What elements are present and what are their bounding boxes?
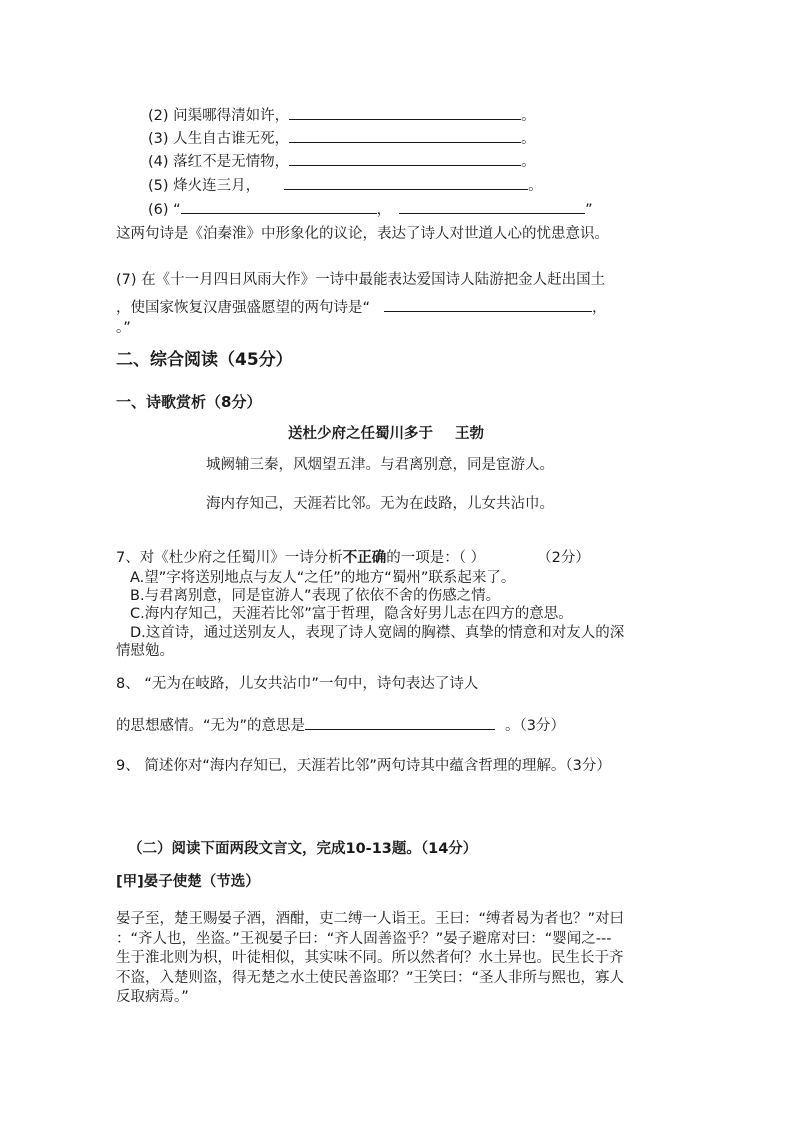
period: 。	[521, 131, 536, 147]
q7-stem-a: 7、对《杜少府之任蜀川》一诗分析	[116, 550, 343, 566]
close-quote: ”	[585, 202, 593, 218]
answer-blank[interactable]	[289, 151, 521, 166]
answer-blank[interactable]	[284, 175, 528, 190]
q8-text: 的思想感情。“无为”的意思是	[116, 718, 306, 734]
poem-line-1: 城阙辅三秦，风烟望五津。与君离别意，同是宦游人。	[206, 457, 554, 473]
answer-blank[interactable]	[289, 105, 521, 120]
section-title: 二、综合阅读（45分）	[116, 350, 293, 370]
question-7-stem	[116, 548, 590, 568]
q7-points: （2分）	[537, 550, 590, 566]
passage-line: 不盗，入楚则盗，得无楚之水土使民善盗耶？”王笑曰：“圣人非所与熙也，寡人	[116, 969, 625, 986]
answer-blank[interactable]	[289, 128, 521, 143]
part-1-title: 一、诗歌赏析（8分）	[116, 393, 262, 411]
q7-option-d-cont: 情慰勉。	[116, 643, 174, 659]
passage	[116, 910, 624, 1008]
question-8-line-2	[116, 715, 565, 736]
question-2-text: (2) 问渠哪得清如许，	[148, 108, 290, 124]
q7-option-b[interactable]: B.与君离别意，同是宦游人”表现了依依不舍的伤感之情。	[130, 588, 501, 604]
question-7-line-3: 。”	[116, 320, 131, 336]
answer-blank[interactable]	[305, 715, 495, 730]
question-4-text: (4) 落红不是无情物，	[148, 154, 290, 170]
period: 。	[521, 108, 536, 124]
question-3-text: (3) 人生自古谁无死，	[148, 131, 290, 147]
passage-line: 晏子至，楚王赐晏子酒，酒酣，吏二缚一人诣王。王曰：“缚者曷为者也？”对曰	[116, 911, 625, 927]
question-2	[148, 105, 536, 126]
q7-stem-b: 的一项是：（ ）	[386, 550, 486, 566]
question-6	[148, 199, 593, 220]
question-4	[148, 151, 536, 172]
comma: ，	[592, 300, 607, 316]
question-7-line-1: (7) 在《十一月四日风雨大作》一诗中最能表达爱国诗人陆游把金人赶出国土	[116, 272, 606, 288]
question-7-text: ，使国家恢复汉唐强盛愿望的两句诗是“	[116, 300, 371, 316]
question-7-line-2	[116, 297, 607, 318]
question-9: 9、 简述你对“海内存知已，天涯若比邻”两句诗其中蕴含哲理的理解。（3分）	[116, 758, 611, 774]
question-5-text: (5) 烽火连三月，	[148, 178, 261, 194]
poem-line-2: 海内存知己，天涯若比邻。无为在歧路，儿女共沾巾。	[206, 496, 554, 512]
q8-points: 。（3分）	[505, 718, 566, 734]
question-5	[148, 175, 543, 196]
poem-title-text: 送杜少府之任蜀川多于	[288, 426, 433, 442]
poem-author: 王勃	[455, 426, 484, 442]
period: 。	[528, 178, 543, 194]
q7-option-d[interactable]: D.这首诗，通过送别友人，表现了诗人宽阔的胸襟、真挚的情意和对友人的深	[130, 625, 625, 641]
answer-blank[interactable]	[384, 297, 592, 312]
question-6-note: 这两句诗是《泊秦淮》中形象化的议论，表达了诗人对世道人心的忧患意识。	[116, 226, 609, 242]
question-3	[148, 128, 536, 149]
question-8-line-1: 8、 “无为在岐路，儿女共沾巾”一句中，诗句表达了诗人	[116, 676, 479, 692]
q7-option-c[interactable]: C.海内存知己，天涯若比邻”富于哲理，隐含好男儿志在四方的意思。	[130, 606, 573, 622]
passage-line: ：“齐人也，坐盗。”王视晏子曰：“齐人固善盗乎？”晏子避席对曰：“婴闻之---	[116, 930, 612, 947]
comma: ，	[376, 202, 392, 218]
passage-title: [甲]晏子使楚（节选）	[116, 874, 260, 890]
q7-stem-emphasis: 不正确	[342, 550, 387, 566]
poem-title	[288, 424, 484, 444]
passage-line: 生于淮北则为枳，叶徒相似，其实味不同。所以然者何？水土异也。民生长于齐	[116, 950, 624, 966]
answer-blank-1[interactable]	[181, 199, 377, 214]
part-2-title: （二）阅读下面两段文言文，完成10-13题。（14分）	[128, 841, 478, 857]
answer-blank-2[interactable]	[399, 199, 585, 214]
q7-option-a[interactable]: A.望”字将送别地点与友人“之任”的地方“蜀州”联系起来了。	[130, 570, 516, 586]
period: 。	[521, 154, 536, 170]
question-6-open: (6) “	[148, 202, 181, 218]
passage-line: 反取病焉。”	[116, 989, 189, 1005]
